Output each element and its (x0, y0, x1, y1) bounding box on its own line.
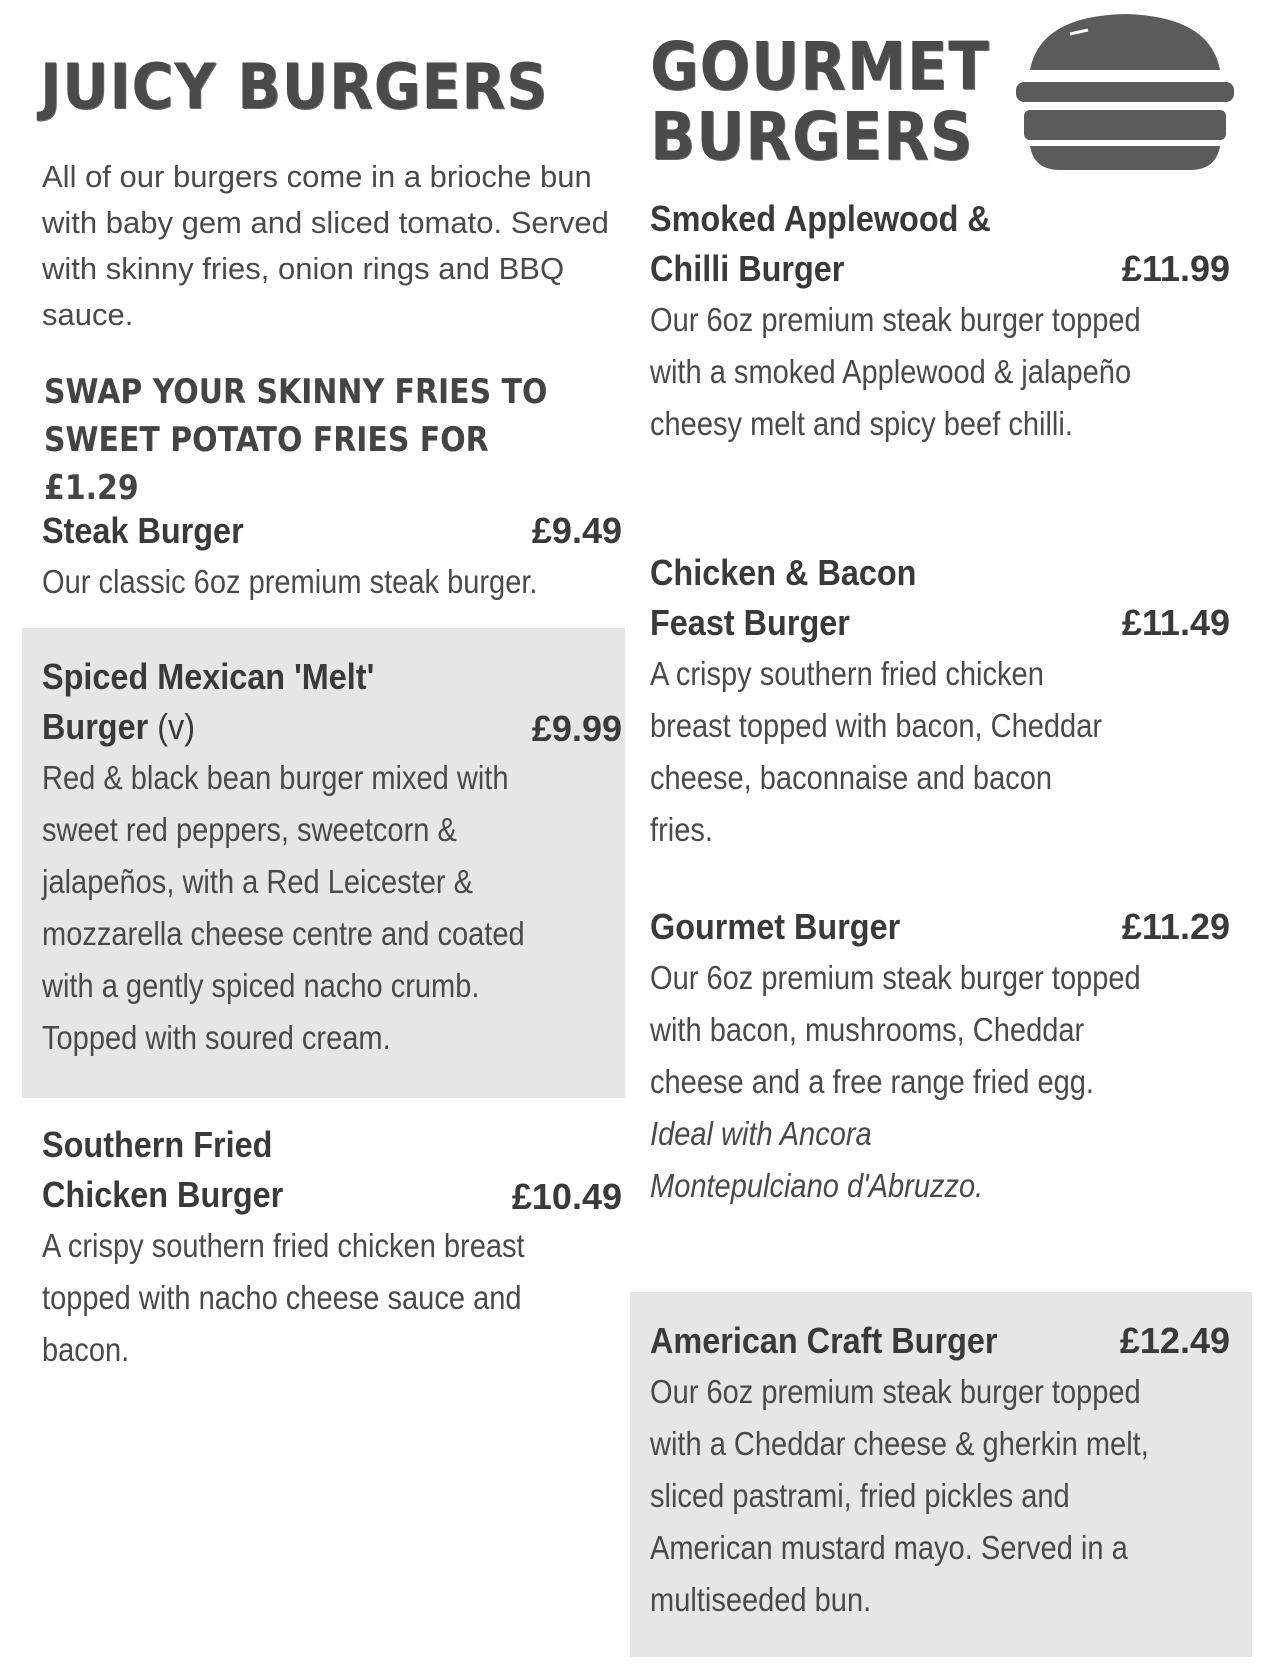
item-description: Our 6oz premium steak burger topped with a smoked Applewood & jalapeño cheesy melt and spicy beef chilli. (650, 301, 1141, 442)
swap-fries-note: SWAP YOUR SKINNY FRIES TO SWEET POTATO FRIES FOR £1.29 (44, 372, 548, 508)
menu-item-american-craft-burger (650, 1316, 1230, 1626)
title-line-2: BURGERS (650, 98, 974, 175)
menu-item-spiced-mexican-melt-burger (42, 652, 622, 1064)
item-price: £11.49 (1121, 602, 1230, 643)
item-price: £10.49 (511, 1176, 622, 1217)
item-price: £9.99 (531, 708, 622, 749)
menu-item-southern-fried-chicken-burger (42, 1120, 622, 1376)
item-name: Smoked Applewood & Chilli Burger (650, 198, 991, 289)
item-price: £11.29 (1121, 906, 1230, 947)
gourmet-burgers-title (650, 28, 990, 175)
item-description: Our classic 6oz premium steak burger. (42, 563, 538, 600)
menu-item-smoked-applewood-chilli-burger (650, 194, 1230, 450)
item-description: Our 6oz premium steak burger topped with a Cheddar cheese & gherkin melt, sliced pastrami, fried pickles and American mustard mayo. Served in a multiseeded bun. (650, 1373, 1149, 1618)
item-price: £12.49 (1119, 1320, 1230, 1361)
juicy-intro-text: All of our burgers come in a brioche bun with baby gem and sliced tomato. Served with skinny fries, onion rings and BBQ sauce. (42, 159, 609, 332)
juicy-burgers-title: JUICY BURGERS (40, 50, 549, 123)
item-description (650, 952, 1143, 1212)
item-description: A crispy southern fried chicken breast topped with bacon, Cheddar cheese, baconnaise and bacon fries. (650, 655, 1103, 848)
title-line-1: GOURMET (650, 28, 990, 105)
item-description: A crispy southern fried chicken breast topped with nacho cheese sauce and bacon. (42, 1227, 525, 1368)
burger-icon (1010, 8, 1240, 176)
item-price: £9.49 (531, 510, 622, 551)
menu-item-gourmet-burger (650, 902, 1230, 1212)
item-name: Gourmet Burger (650, 906, 901, 947)
menu-item-steak-burger (42, 506, 622, 608)
item-name: Steak Burger (42, 510, 244, 551)
item-name: Southern Fried Chicken Burger (42, 1124, 284, 1215)
wine-pairing: Ideal with Ancora Montepulciano d'Abruzzo. (650, 1115, 984, 1204)
item-name: American Craft Burger (650, 1320, 998, 1361)
menu-item-chicken-bacon-feast-burger (650, 548, 1230, 856)
item-name: Spiced Mexican 'Melt' Burger (v) (42, 656, 375, 747)
item-price: £11.99 (1121, 248, 1230, 289)
item-name: Chicken & Bacon Feast Burger (650, 552, 917, 643)
item-description-text: Our 6oz premium steak burger topped with bacon, mushrooms, Cheddar cheese and a free range fried egg. (650, 959, 1141, 1100)
vegetarian-badge: (v) (157, 706, 196, 747)
item-description: Red & black bean burger mixed with sweet red peppers, sweetcorn & jalapeños, with a Red Leicester & mozzarella cheese centre and coated with a gently spiced nacho crumb. Topped with soured cream. (42, 759, 525, 1056)
